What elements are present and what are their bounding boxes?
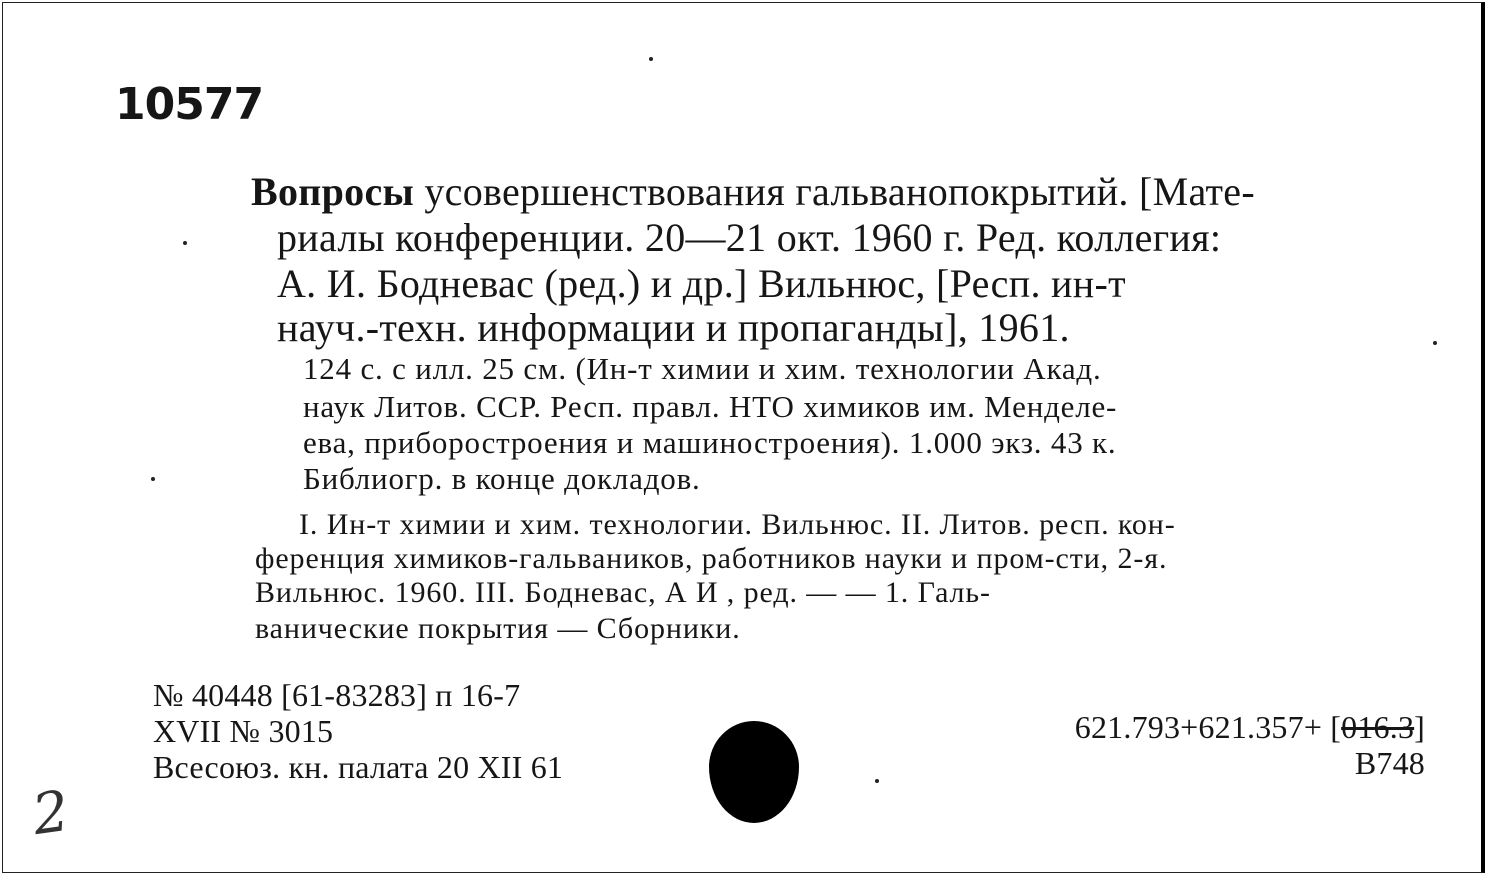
registry-line-2: XVII № 3015 xyxy=(153,713,334,749)
tracing-line-3: Вильнюс. 1960. III. Бодневас, А И , ред. — — 1. Галь- xyxy=(255,576,991,609)
title-line-2: риалы конференции. 20—21 окт. 1960 г. Ред. коллегия: xyxy=(277,215,1222,260)
classification-text: 621.793+621.357+ [ xyxy=(1074,709,1342,745)
tracing-line-1: I. Ин-т химии и хим. технологии. Вильнюс. II. Литов. респ. кон- xyxy=(299,508,1176,541)
classification-struck: 016.3 xyxy=(1341,709,1415,745)
speck xyxy=(1433,341,1437,345)
title-line-1-text: усовершенствования гальванопокрытий. [Мате- xyxy=(414,169,1255,214)
registry-line-1: № 40448 [61-83283] п 16-7 xyxy=(153,677,521,713)
classification-close: ] xyxy=(1414,709,1425,745)
collation-line-1: 124 с. с илл. 25 см. (Ин-т химии и хим. технологии Акад. xyxy=(303,351,1102,386)
speck xyxy=(875,779,879,783)
speck xyxy=(649,57,653,61)
speck xyxy=(183,241,187,245)
author-mark: В748 xyxy=(1354,745,1425,781)
title-line-3: А. И. Бодневас (ред.) и др.] Вильнюс, [Респ. ин-т xyxy=(277,261,1126,306)
handwritten-mark: 2 xyxy=(28,778,73,849)
classification-index xyxy=(1075,709,1425,745)
collation-line-4: Библиогр. в конце докладов. xyxy=(303,461,701,496)
tracing-line-4: ванические покрытия — Сборники. xyxy=(255,612,741,645)
catalog-card xyxy=(2,2,1485,873)
registry-line-3: Всесоюз. кн. палата 20 XII 61 xyxy=(153,749,564,785)
title-lead: Вопросы xyxy=(251,169,415,214)
tracing-line-2: ференция химиков-гальваников, работников науки и пром-сти, 2-я. xyxy=(255,542,1168,575)
speck xyxy=(151,477,155,481)
title-line-4: науч.-техн. информации и пропаганды], 1961. xyxy=(277,305,1070,350)
punch-hole xyxy=(709,721,799,823)
title-line-1 xyxy=(251,169,1255,215)
collation-line-3: ева, приборостроения и машиностроения). 1.000 экз. 43 к. xyxy=(303,425,1117,460)
accession-number: 10577 xyxy=(115,79,264,130)
collation-line-2: наук Литов. ССР. Респ. правл. НТО химиков им. Менделе- xyxy=(303,389,1118,424)
